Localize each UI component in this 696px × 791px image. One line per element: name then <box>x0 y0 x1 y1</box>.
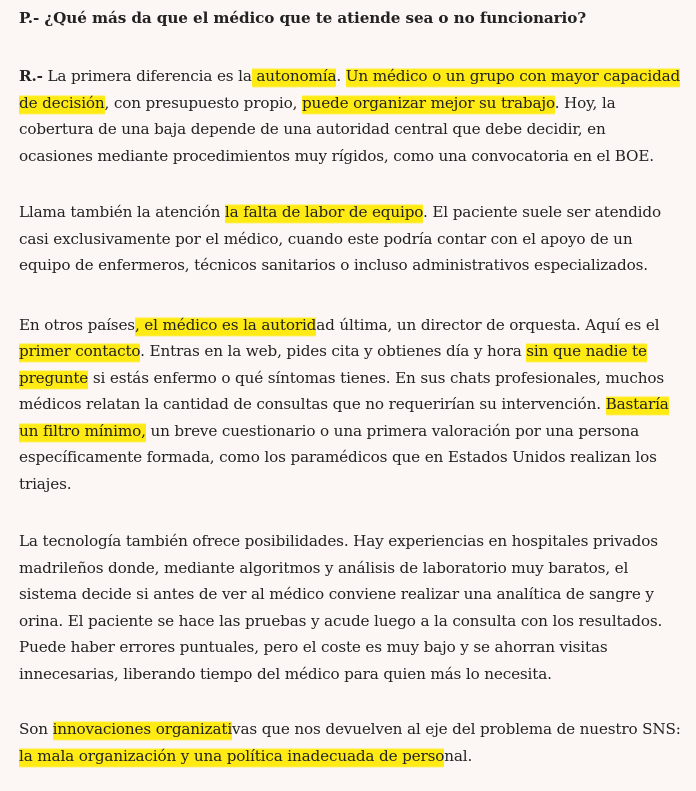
highlighted-text: puede organizar mejor su trabajo <box>302 93 555 115</box>
highlighted-text: la mala organización y una política inadecuada de perso <box>19 746 444 768</box>
answer-paragraph-2 <box>19 199 683 279</box>
paragraph-text: La tecnología también ofrece posibilidades. Hay experiencias en hospitales privados madrileños donde, mediante algoritmos y análisis de laboratorio muy baratos, el sistema decide si antes de ver al médico conviene realizar una analítica de sangre y orina. El paciente se hace las pruebas y acude luego a la consulta con los resultados. Puede haber errores puntuales, pero el coste es muy bajo y se ahorran visitas innecesarias, liberando tiempo del médico para quien más lo necesita. <box>19 532 663 683</box>
paragraph-text: . Entras en la web, pides cita y obtienes día y hora <box>140 342 527 360</box>
paragraph-text: . <box>336 67 346 85</box>
highlighted-text: , el médico es la autorid <box>135 315 316 337</box>
interview-question: P.- ¿Qué más da que el médico que te atiende sea o no funcionario? <box>19 9 587 27</box>
paragraph-text: , con presupuesto propio, <box>104 93 302 112</box>
paragraph-text: ad última, un director de orquesta. Aquí es el <box>316 315 660 334</box>
highlighted-text: Un médico o un grupo con mayor capacidad de decisión <box>19 66 680 115</box>
paragraph-text: La primera diferencia es la <box>42 67 252 85</box>
paragraph-text: En otros países <box>19 315 135 334</box>
paragraph-text: Llama también la atención <box>19 203 225 221</box>
paragraph-text: Son <box>19 720 53 738</box>
paragraph-text: nal. <box>444 746 473 765</box>
paragraph-text: . Hoy, la cobertura de una baja depende de una autoridad central que debe decidir, en ocasiones mediante procedimientos muy rígidos, como una convocatoria en el BOE. <box>19 93 654 165</box>
highlighted-text: autonomía <box>252 66 337 88</box>
answer-paragraph-5 <box>19 716 683 769</box>
highlighted-text: primer contacto <box>19 341 140 363</box>
answer-label: R.- <box>19 67 43 85</box>
highlighted-text: la falta de labor de equipo <box>225 202 423 224</box>
paragraph-text: vas que nos devuelven al eje del problema de nuestro SNS: <box>232 720 681 738</box>
paragraph-text: si estás enfermo o qué síntomas tienes. En sus chats profesionales, muchos médicos relatan la cantidad de consultas que no requerirían su intervención. <box>19 368 665 413</box>
paragraph-text: . El paciente suele ser atendido casi exclusivamente por el médico, cuando este podría contar con el apoyo de un equipo de enfermeros, técnicos sanitarios o incluso administrativos especializados. <box>19 203 661 274</box>
answer-paragraph-4 <box>19 528 683 687</box>
highlighted-text: innovaciones organizati <box>53 719 232 741</box>
paragraph-text: un breve cuestionario o una primera valoración por una persona específicamente formada, como los paramédicos que en Estados Unidos realizan los triajes. <box>19 421 657 493</box>
highlighted-text: sin que nadie te pregunte <box>19 341 647 390</box>
highlighted-text: Bastaría un filtro mínimo, <box>19 394 669 443</box>
answer-paragraph-3 <box>19 312 683 498</box>
answer-paragraph-1 <box>19 63 683 169</box>
